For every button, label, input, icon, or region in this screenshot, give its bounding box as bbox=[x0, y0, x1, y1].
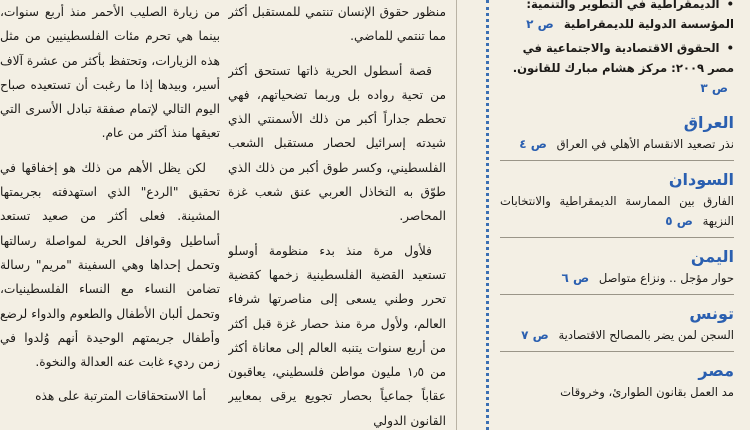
toc-section-title: اليمن bbox=[690, 247, 734, 266]
toc-divider bbox=[500, 237, 734, 238]
toc-item-text: الديمقراطية في التطوير والتنمية: المؤسسة الدولية للديمقراطية bbox=[526, 0, 734, 31]
toc-entry[interactable] bbox=[500, 325, 734, 345]
toc-entry[interactable] bbox=[500, 134, 734, 154]
toc-entry-text: السجن لمن يضر بالمصالح الاقتصادية bbox=[558, 328, 734, 342]
toc-section-title: تونس bbox=[689, 304, 734, 323]
toc-page-ref: ص ٢ bbox=[526, 17, 554, 31]
toc-page-ref: ص ٥ bbox=[665, 214, 693, 228]
toc-page-ref: ص ٦ bbox=[561, 271, 590, 285]
bullet-icon: • bbox=[726, 0, 734, 11]
toc-divider bbox=[500, 351, 734, 352]
article-paragraph: منظور حقوق الإنسان تنتمي للمستقبل أكثر مما تنتمي للماضي. bbox=[228, 5, 446, 44]
toc-divider bbox=[500, 294, 734, 295]
article-column-middle bbox=[228, 0, 446, 430]
article-column-left bbox=[0, 0, 220, 430]
article-paragraph: لكن يظل الأهم من ذلك هو إخفاقها في تحقيق "الردع" الذي استهدفته بجريمتها المشينة. فعلى أكثر من صعيد تستعد أساطيل وقوافل الحرية لمواصلة رسالتها وتحمل إحداها وهي السفينة "مريم" رسالة تضامن النساء مع النساء الفلسطينيات، وتحمل ألبان الأطفال والطعوم والدواء لرضع وأطفال جريمتهم الوحيدة أنهم وُلدوا في زمن رديء غابت عنه العدالة والنخوة. bbox=[0, 160, 220, 370]
toc-section-title: السودان bbox=[668, 170, 734, 189]
column-divider bbox=[456, 0, 457, 430]
toc-page-ref: ص ٤ bbox=[519, 137, 547, 151]
toc-entry[interactable] bbox=[500, 191, 734, 231]
toc-entry[interactable] bbox=[500, 382, 734, 402]
dotted-divider bbox=[486, 0, 489, 430]
article-paragraph: أما الاستحقاقات المترتبة على هذه bbox=[35, 389, 206, 404]
table-of-contents bbox=[492, 0, 750, 430]
toc-item-text: الحقوق الاقتصادية والاجتماعية في مصر ٢٠٠٩: مركز هشام مبارك للقانون. bbox=[512, 41, 734, 75]
toc-item[interactable] bbox=[500, 0, 734, 34]
toc-entry[interactable] bbox=[500, 268, 734, 288]
toc-section-title: العراق bbox=[683, 113, 734, 132]
toc-entry-text: مد العمل بقانون الطوارئ، وخروقات bbox=[560, 385, 734, 399]
bullet-icon: • bbox=[726, 41, 734, 55]
article-paragraph: من زيارة الصليب الأحمر منذ أربع سنوات، بينما هي تحرم مئات الفلسطينيين من مثل هذه الزيارات، وتحتفظ بأكثر من عشرة آلاف أسير، وبيدها إذا ما رغبت أن تستعيده صباح اليوم التالي لإتمام صفقة تبادل الأسرى التي تعيقها منذ أكثر من عام. bbox=[0, 5, 220, 141]
toc-entry-text: حوار مؤجل .. ونزاع متواصل bbox=[598, 271, 734, 285]
toc-entry-text: نذر تصعيد الانقسام الأهلي في العراق bbox=[556, 137, 734, 151]
toc-page-ref: ص ٧ bbox=[521, 328, 549, 342]
article-paragraph: فلأول مرة منذ بدء منظومة أوسلو تستعيد القضية الفلسطينية زخمها كقضية تحرر وطني يسعى إلى مناصرتها شرفاء العالم، ولأول مرة منذ حصار غزة قبل أكثر من أربع سنوات يتنبه العالم إلى معاناة أكثر من ١٫٥ مليون مواطن فلسطيني، يعاقبون عقاباً جماعياً بحصار تجويع يرقى بمعايير القانون الدولي bbox=[228, 243, 446, 428]
article-paragraph: قصة أسطول الحرية ذاتها تستحق أكثر من تحية رواده بل وربما تضحياتهم، فهي تحطم جداراً أكبر من ذلك الأسمنتي الذي شيدته إسرائيل لحصار مستقبل الشعب الفلسطيني، وكسر طوق أكبر من ذلك الذي طوّق به التخاذل العربي عنق شعب غزة المحاصر. bbox=[228, 63, 446, 224]
toc-item[interactable] bbox=[500, 38, 734, 98]
toc-page-ref: ص ٣ bbox=[700, 81, 728, 95]
toc-divider bbox=[500, 160, 734, 161]
toc-entry-text: الفارق بين الممارسة الديمقراطية والانتخابات النزيهة bbox=[500, 194, 734, 228]
toc-section-title: مصر bbox=[698, 361, 734, 380]
